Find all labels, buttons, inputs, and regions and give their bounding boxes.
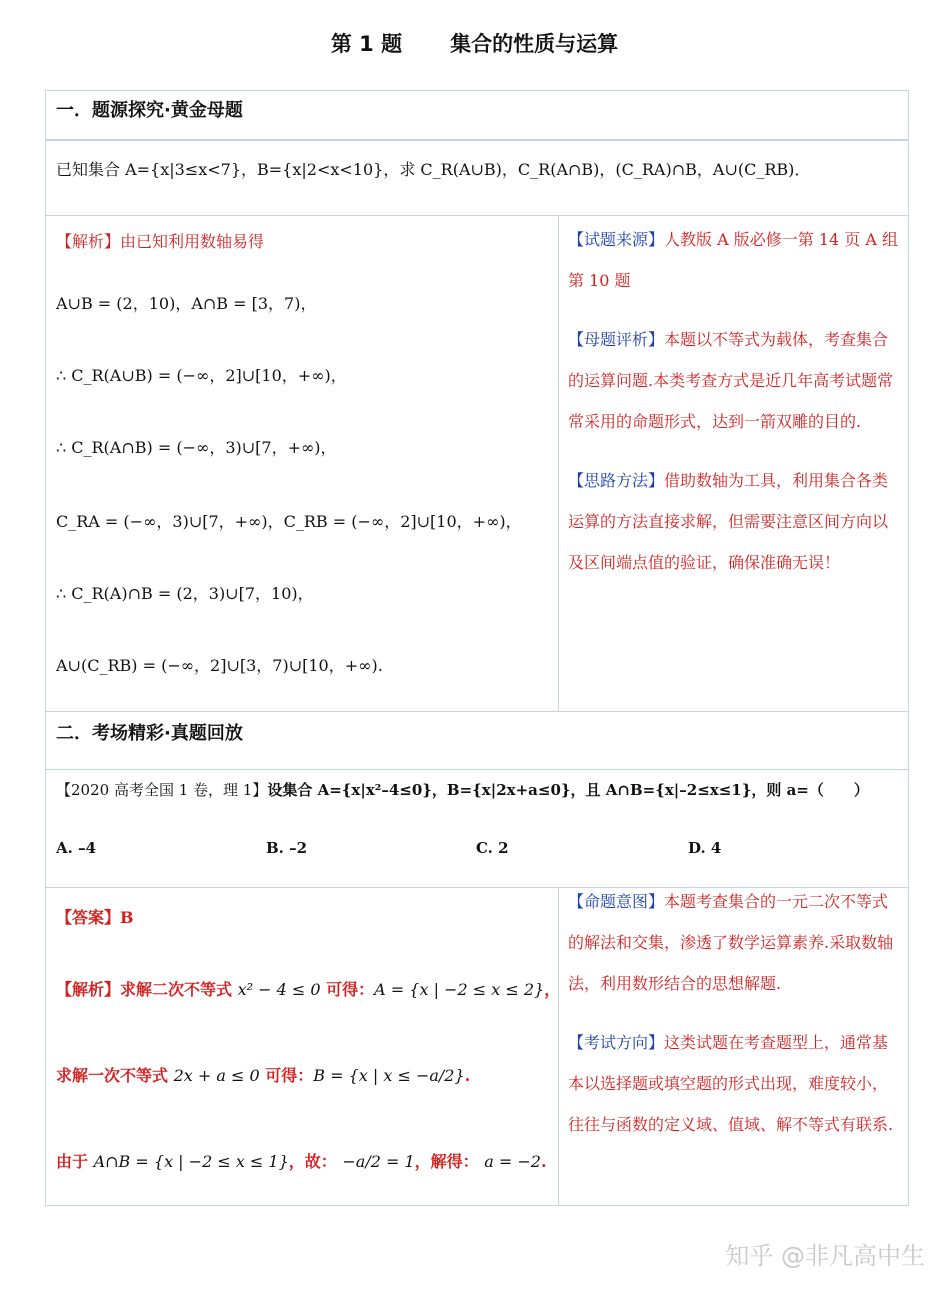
step-1: A∪B = (2，10)，A∩B = [3，7)，	[56, 294, 317, 313]
given-problem: 已知集合 A={x|3≤x<7}，B={x|2<x<10}，求 C_R(A∪B)，C_R(A∩B)，(C_RA)∩B，A∪(C_RB)．	[56, 160, 811, 179]
exam-question: 【2020 高考全国 1 卷，理 1】设集合 A={x|x²–4≤0}，B={x|2x+a≤0}，且 A∩B={x|–2≤x≤1}，则 a=（ ）	[56, 781, 869, 799]
notes-column-2	[568, 881, 900, 1163]
answer: 【答案】B	[56, 908, 134, 927]
intent-note: 【命题意图】本题考查集合的一元二次不等式的解法和交集，渗透了数学运算素养.采取数轴法，利用数形结合的思想解题.	[568, 892, 894, 993]
solution-line-2: 求解一次不等式 2x + a ≤ 0 可得：B = {x | x ≤ −a/2}.	[56, 1066, 471, 1085]
divider	[46, 711, 908, 712]
option-a: A. –4	[56, 839, 97, 857]
divider	[46, 139, 908, 141]
step-2: ∴ C_R(A∪B) = (−∞，2]∪[10，+∞)，	[56, 366, 347, 385]
problem-name: 集合的性质与运算	[450, 32, 619, 56]
document-table	[45, 90, 909, 1206]
source-note: 【试题来源】人教版 A 版必修一第 14 页 A 组第 10 题	[568, 230, 899, 290]
step-5: ∴ C_R(A)∩B = (2，3)∪[7，10)，	[56, 584, 314, 603]
direction-note: 【考试方向】这类试题在考查题型上，通常基本以选择题或填空题的形式出现，难度较小，往往与函数的定义域、值域、解不等式有联系.	[568, 1033, 894, 1134]
option-c: C. 2	[476, 839, 509, 857]
column-divider	[558, 215, 559, 711]
analysis-intro: 【解析】由已知利用数轴易得	[56, 232, 265, 251]
method-note: 【思路方法】借助数轴为工具，利用集合各类运算的方法直接求解，但需要注意区间方向以及区间端点值的验证，确保准确无误！	[568, 471, 889, 572]
step-3: ∴ C_R(A∩B) = (−∞，3)∪[7，+∞)，	[56, 438, 337, 457]
notes-column-1	[568, 219, 900, 601]
option-d: D. 4	[688, 839, 722, 857]
watermark: 知乎 @非凡高中生	[725, 1242, 925, 1270]
solution-line-1: 【解析】求解二次不等式 x² − 4 ≤ 0 可得：A = {x | −2 ≤ x ≤ 2}，	[56, 980, 561, 999]
column-divider	[558, 887, 559, 1205]
step-6: A∪(C_RB) = (−∞，2]∪[3，7)∪[10，+∞).	[56, 656, 383, 675]
step-4: C_RA = (−∞，3)∪[7，+∞)，C_RB = (−∞，2]∪[10，+∞)，	[56, 512, 522, 531]
problem-number: 第 1 题	[330, 32, 403, 56]
divider	[46, 769, 908, 770]
page-title	[0, 28, 949, 58]
option-b: B. –2	[266, 839, 308, 857]
divider	[46, 215, 908, 216]
mother-note: 【母题评析】本题以不等式为载体，考查集合的运算问题.本类考查方式是近几年高考试题常常采用的命题形式，达到一箭双雕的目的.	[568, 330, 894, 431]
section-heading-2: 二．考场精彩·真题回放	[56, 723, 243, 744]
solution-line-3: 由于 A∩B = {x | −2 ≤ x ≤ 1}，故： −a/2 = 1，解得： a = −2.	[56, 1152, 547, 1171]
section-heading-1: 一．题源探究·黄金母题	[56, 100, 243, 121]
